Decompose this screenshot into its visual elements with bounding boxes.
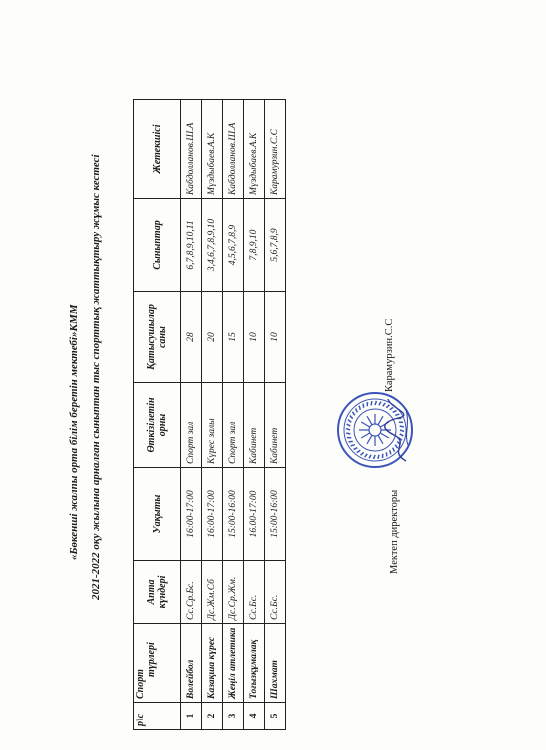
table-header-row — [134, 100, 181, 730]
header-place-line1: Өткізілетін — [146, 397, 157, 453]
cell-num: 2 — [202, 703, 223, 730]
header-grades: Сыныптар — [134, 199, 181, 292]
header-participants-line1: Қатысушылар — [146, 304, 157, 370]
cell-num: 1 — [181, 703, 202, 730]
cell-participants: 10 — [265, 292, 286, 383]
header-sport-line2: түрлері — [146, 642, 157, 677]
cell-time: 15:00-16:00 — [223, 468, 244, 561]
header-participants-line2: саны — [157, 326, 168, 348]
cell-days: Дс.Ср.Жм. — [223, 561, 244, 624]
header-sport — [134, 624, 181, 703]
cell-sport: Волейбол — [181, 624, 202, 703]
cell-participants: 10 — [244, 292, 265, 383]
header-sport-line1: Спорт — [135, 669, 146, 699]
cell-participants: 20 — [202, 292, 223, 383]
cell-time: 16.00-17:00 — [244, 468, 265, 561]
cell-time: 15:00-16:00 — [265, 468, 286, 561]
cell-leader: Мүздыбаев.А.К — [202, 100, 223, 199]
handwritten-signature-icon — [380, 395, 414, 465]
cell-days: Сс.Бс. — [265, 561, 286, 624]
cell-leader: Мүздыбаев.А.К — [244, 100, 265, 199]
cell-time: 16:00-17:00 — [181, 468, 202, 561]
table-row — [181, 100, 202, 730]
schedule-table — [133, 99, 286, 730]
cell-grades: 6,7,8,9,10,11 — [181, 199, 202, 292]
table-row — [244, 100, 265, 730]
table-row — [265, 100, 286, 730]
cell-leader: Кабдолланов.Ш.А — [223, 100, 244, 199]
cell-grades: 7,8,9,10 — [244, 199, 265, 292]
cell-sport: Шахмат — [265, 624, 286, 703]
cell-leader: Карамурзин.С.С — [265, 100, 286, 199]
header-participants — [134, 292, 181, 383]
header-time: Уақыты — [134, 468, 181, 561]
cell-sport: Казақша күрес — [202, 624, 223, 703]
header-days-line2: күндері — [157, 575, 168, 609]
cell-sport: Жеңіл атлетика — [223, 624, 244, 703]
table-row — [202, 100, 223, 730]
cell-num: 5 — [265, 703, 286, 730]
cell-grades: 3,4,6,7,8,9,10 — [202, 199, 223, 292]
header-days-line1: Апта — [146, 579, 157, 605]
cell-place: Спорт зал — [181, 383, 202, 468]
cell-days: Сс.Ср.Бс. — [181, 561, 202, 624]
cell-time: 16:00-17:00 — [202, 468, 223, 561]
cell-grades: 4,5,6,7,8,9 — [223, 199, 244, 292]
cell-place: Күрес залы — [202, 383, 223, 468]
cell-participants: 28 — [181, 292, 202, 383]
director-label: Мектеп директоры — [389, 489, 400, 574]
header-days — [134, 561, 181, 624]
school-name: «Бөкенші жалпы орта білім беретін мектебі»КММ — [68, 304, 80, 560]
cell-num: 4 — [244, 703, 265, 730]
cell-num: 3 — [223, 703, 244, 730]
header-place — [134, 383, 181, 468]
cell-place: Спорт зал — [223, 383, 244, 468]
table-row — [223, 100, 244, 730]
signatory-name: Карамурзин.С.С — [384, 318, 395, 392]
cell-place: Кабинет — [265, 383, 286, 468]
cell-sport: Тоғызқұмалақ — [244, 624, 265, 703]
cell-days: Сс.Бс. — [244, 561, 265, 624]
header-num: р\с — [134, 703, 181, 730]
cell-days: Дс.Жм.Сб — [202, 561, 223, 624]
header-leader: Жетекшісі — [134, 100, 181, 199]
cell-participants: 15 — [223, 292, 244, 383]
document-title: 2021-2022 оқу жылына арналған сыныптан тыс спорттық жаттықтыру жұмыс кестесі — [90, 154, 102, 600]
cell-grades: 5,6,7,8,9 — [265, 199, 286, 292]
header-place-line2: орны — [157, 413, 168, 437]
cell-place: Кабинет — [244, 383, 265, 468]
cell-leader: Кабдолланов.Ш.А — [181, 100, 202, 199]
